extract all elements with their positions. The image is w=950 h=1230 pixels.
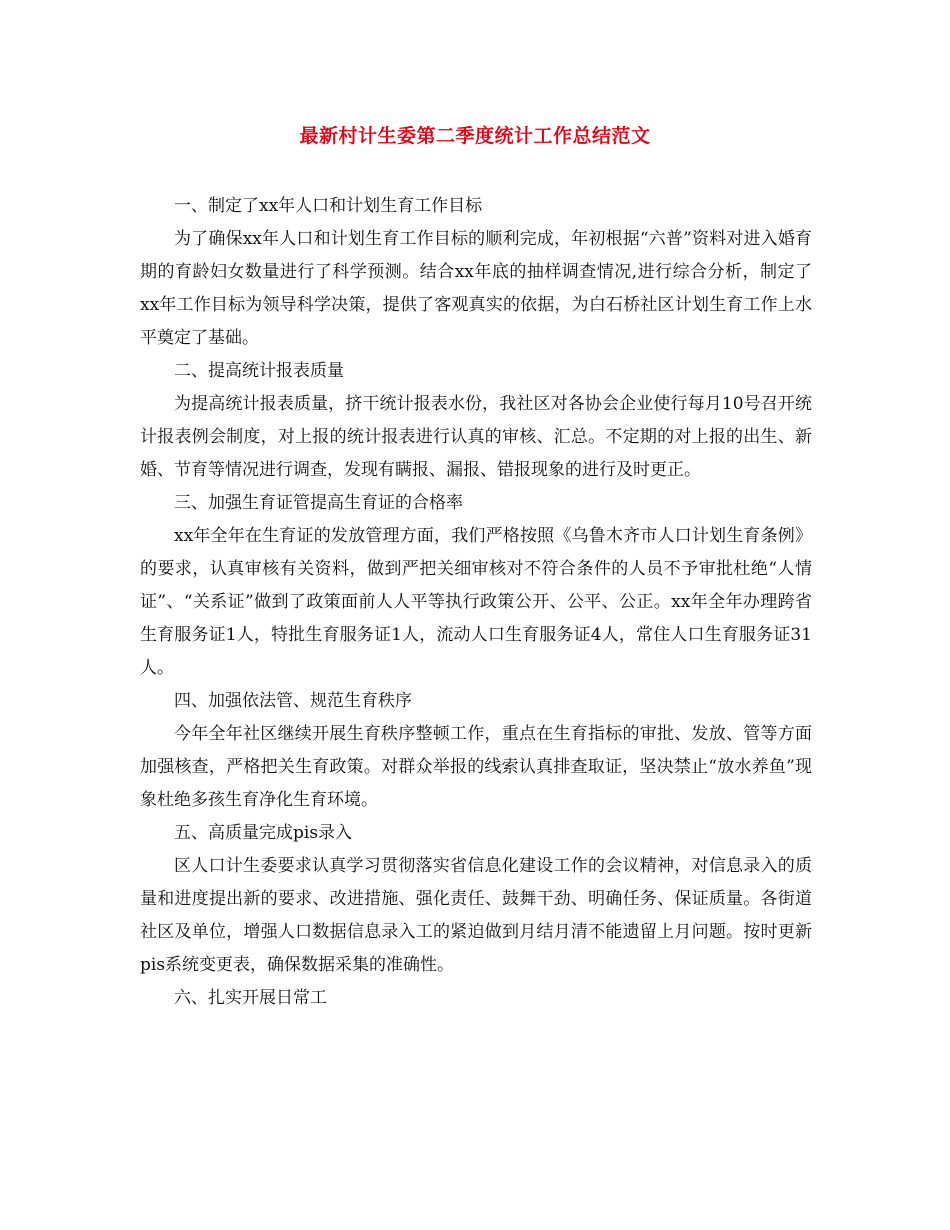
section-heading-4: 四、加强依法管、规范生育秩序: [174, 691, 412, 711]
section-heading-1: 一、制定了xx年人口和计划生育工作目标: [174, 196, 483, 216]
section-heading-2: 二、提高统计报表质量: [174, 361, 344, 381]
document-body: [140, 190, 812, 1015]
section-heading-6: 六、扎实开展日常工: [174, 988, 327, 1008]
paragraph-1: 为了确保xx年人口和计划生育工作目标的顺利完成，年初根据“六普”资料对进入婚育期的育龄妇女数量进行了科学预测。结合xx年底的抽样调查情况,进行综合分析，制定了xx年工作目标为领导科学决策，提供了客观真实的依据，为白石桥社区计划生育工作上水平奠定了基础。: [140, 229, 812, 348]
section-heading-5: 五、高质量完成pis录入: [174, 823, 353, 843]
paragraph-4: 今年全年社区继续开展生育秩序整顿工作，重点在生育指标的审批、发放、管等方面加强核查，严格把关生育政策。对群众举报的线索认真排查取证，坚决禁止“放水养鱼”现象杜绝多孩生育净化生育环境。: [140, 724, 812, 810]
paragraph-2: 为提高统计报表质量，挤干统计报表水份，我社区对各协会企业使行每月10号召开统计报表例会制度，对上报的统计报表进行认真的审核、汇总。不定期的对上报的出生、新婚、节育等情况进行调查，发现有瞒报、漏报、错报现象的进行及时更正。: [140, 394, 812, 480]
paragraph-3: xx年全年在生育证的发放管理方面，我们严格按照《乌鲁木齐市人口计划生育条例》的要求，认真审核有关资料，做到严把关细审核对不符合条件的人员不予审批杜绝“人情证”、“关系证”做到了政策面前人人平等执行政策公开、公平、公正。xx年全年办理跨省生育服务证1人，特批生育服务证1人，流动人口生育服务证4人，常住人口生育服务证31人。: [140, 526, 812, 678]
document-title: 最新村计生委第二季度统计工作总结范文: [299, 125, 651, 147]
section-heading-3: 三、加强生育证管提高生育证的合格率: [174, 493, 463, 513]
paragraph-5: 区人口计生委要求认真学习贯彻落实省信息化建设工作的会议精神，对信息录入的质量和进度提出新的要求、改进措施、强化责任、鼓舞干劲、明确任务、保证质量。各街道社区及单位，增强人口数据信息录入工的紧迫做到月结月清不能遗留上月问题。按时更新pis系统变更表，确保数据采集的准确性。: [140, 856, 812, 975]
